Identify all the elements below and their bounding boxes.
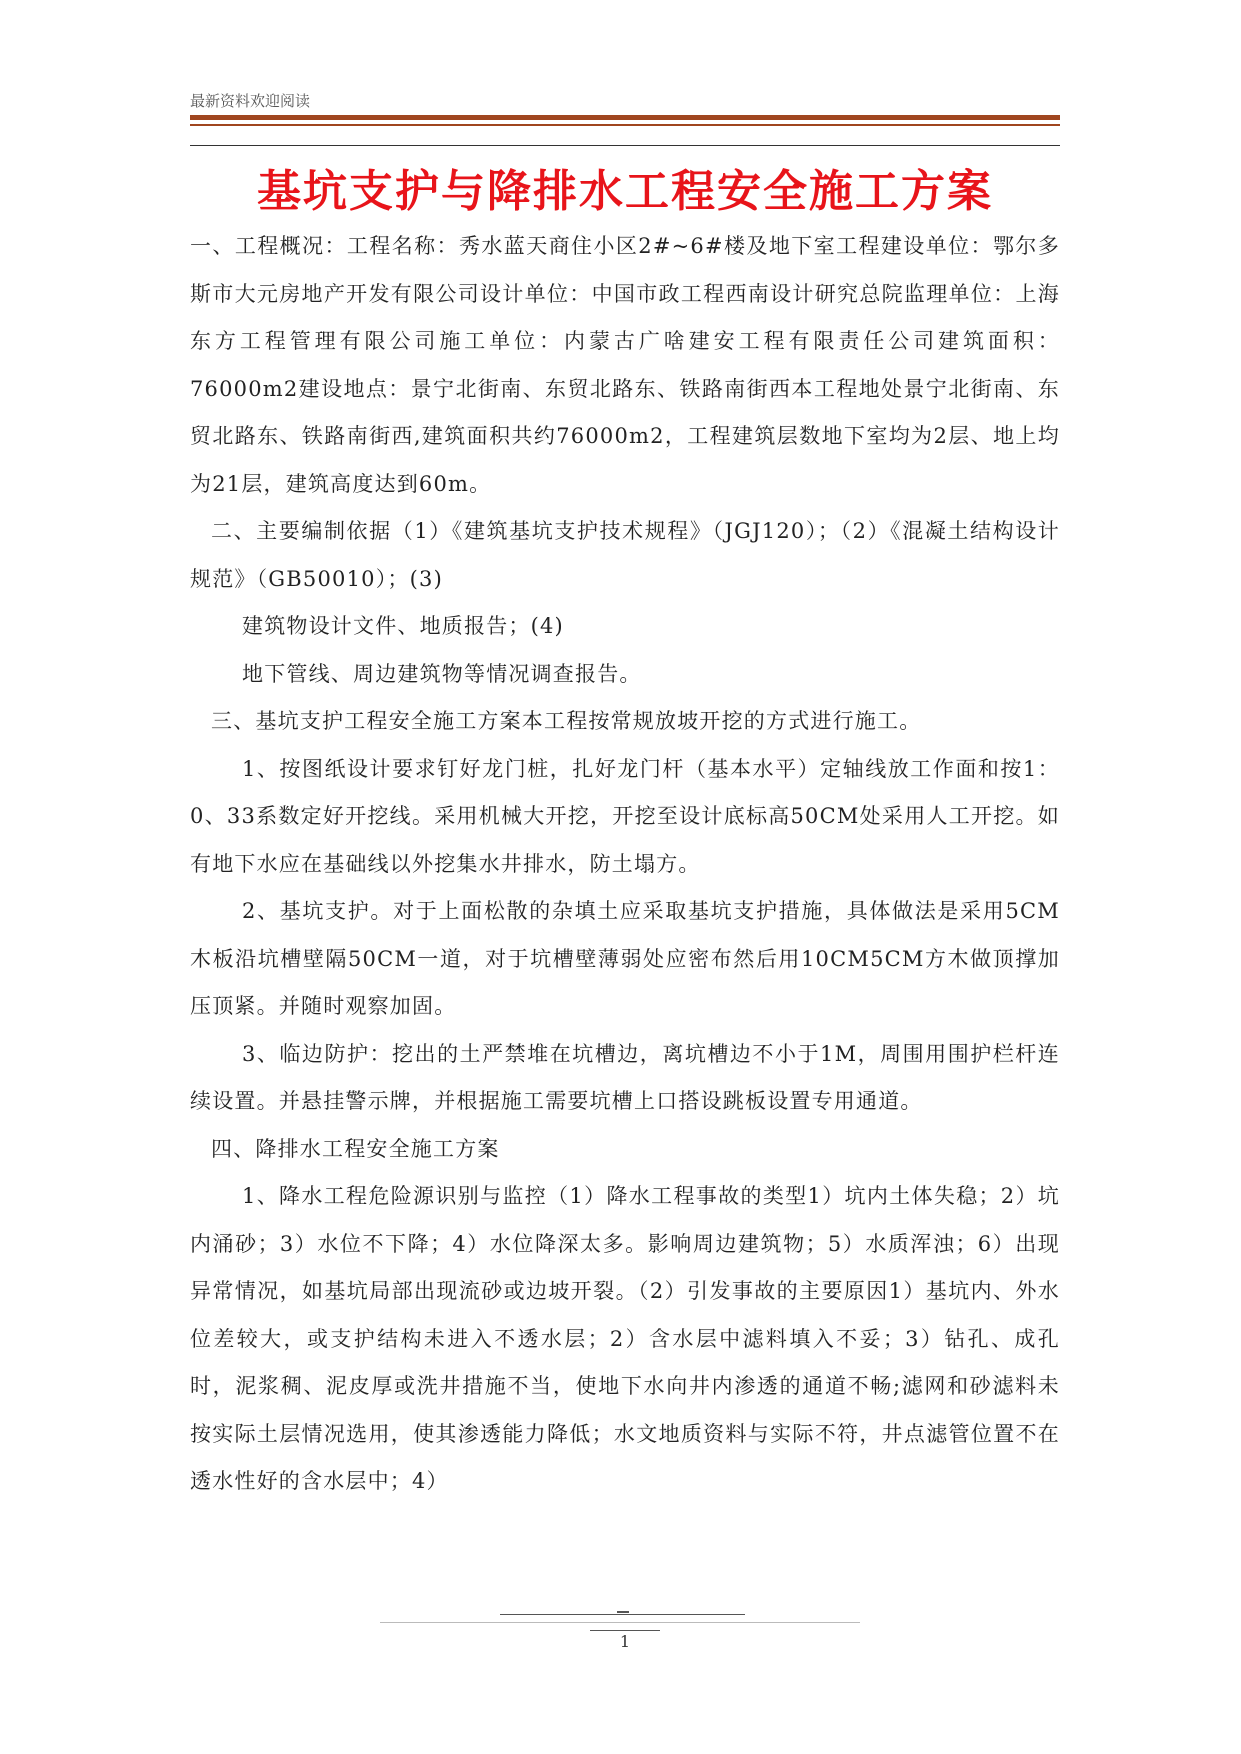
page-number: 1 bbox=[619, 1632, 631, 1651]
paragraph-item-3: 3、临边防护：挖出的土严禁堆在坑槽边，离坑槽边不小于1M，周围用围护栏杆连续设置。并悬挂警示牌，并根据施工需要坑槽上口搭设跳板设置专用通道。 bbox=[190, 1041, 1060, 1113]
footer-rule-light bbox=[380, 1622, 860, 1623]
footer-tick bbox=[617, 1611, 629, 1613]
document-body bbox=[190, 223, 1060, 1506]
paragraph-dewatering: 1、降水工程危险源识别与监控（1）降水工程事故的类型1）坑内土体失稳；2）坑内涌砂；3）水位不下降；4）水位降深太多。影响周边建筑物；5）水质浑浊；6）出现异常情况，如基坑局部出现流砂或边坡开裂。（2）引发事故的主要原因1）基坑内、外水位差较大，或支护结构未进入不透水层；2）含水层中滤料填入不妥；3）钻孔、成孔时，泥浆稠、泥皮厚或洗井措施不当，使地下水向井内渗透的通道不畅;滤网和砂滤料未按实际土层情况选用，使其渗透能力降低；水文地质资料与实际不符，井点滤管位置不在透水性好的含水层中；4） bbox=[190, 1184, 1060, 1493]
paragraph-basis-3: 建筑物设计文件、地质报告；(4) bbox=[242, 614, 564, 638]
document-title: 基坑支护与降排水工程安全施工方案 bbox=[257, 166, 993, 217]
header-text: 最新资料欢迎阅读 bbox=[190, 92, 311, 110]
header-rule-thick bbox=[190, 115, 1060, 120]
paragraph-project-overview: 一、工程概况：工程名称：秀水蓝天商住小区2#~6#楼及地下室工程建设单位：鄂尔多斯市大元房地产开发有限公司设计单位：中国市政工程西南设计研究总院监理单位：上海东方工程管理有限公司施工单位：内蒙古广啥建安工程有限责任公司建筑面积：76000m2建设地点：景宁北街南、东贸北路东、铁路南街西本工程地处景宁北街南、东贸北路东、铁路南街西,建筑面积共约76000m2，工程建筑层数地下室均为2层、地上均为21层，建筑高度达到60m。 bbox=[190, 234, 1060, 496]
paragraph-basis-4: 地下管线、周边建筑物等情况调查报告。 bbox=[242, 661, 642, 686]
paragraph-section-three: 三、基坑支护工程安全施工方案本工程按常规放坡开挖的方式进行施工。 bbox=[211, 709, 922, 733]
paragraph-section-four: 四、降排水工程安全施工方案 bbox=[211, 1136, 500, 1161]
header-rule-thin bbox=[190, 124, 1060, 126]
paragraph-item-1: 1、按图纸设计要求钉好龙门桩，扎好龙门杆（基本水平）定轴线放工作面和按1：0、33系数定好开挖线。采用机械大开挖，开挖至设计底标高50CM处采用人工开挖。如有地下水应在基础线以外挖集水井排水，防土塌方。 bbox=[190, 756, 1060, 876]
title-top-rule bbox=[190, 145, 1060, 146]
paragraph-basis: 二、主要编制依据（1）《建筑基坑支护技术规程》（JGJ120）；（2）《混凝土结构设计规范》（GB50010）；(3) bbox=[190, 519, 1060, 591]
paragraph-item-2: 2、基坑支护。对于上面松散的杂填土应采取基坑支护措施，具体做法是采用5CM木板沿坑槽壁隔50CM一道，对于坑槽壁薄弱处应密布然后用10CM5CM方木做顶撑加压顶紧。并随时观察加固。 bbox=[190, 899, 1060, 1018]
footer-rule-short bbox=[590, 1630, 660, 1631]
footer-rule bbox=[500, 1614, 745, 1615]
